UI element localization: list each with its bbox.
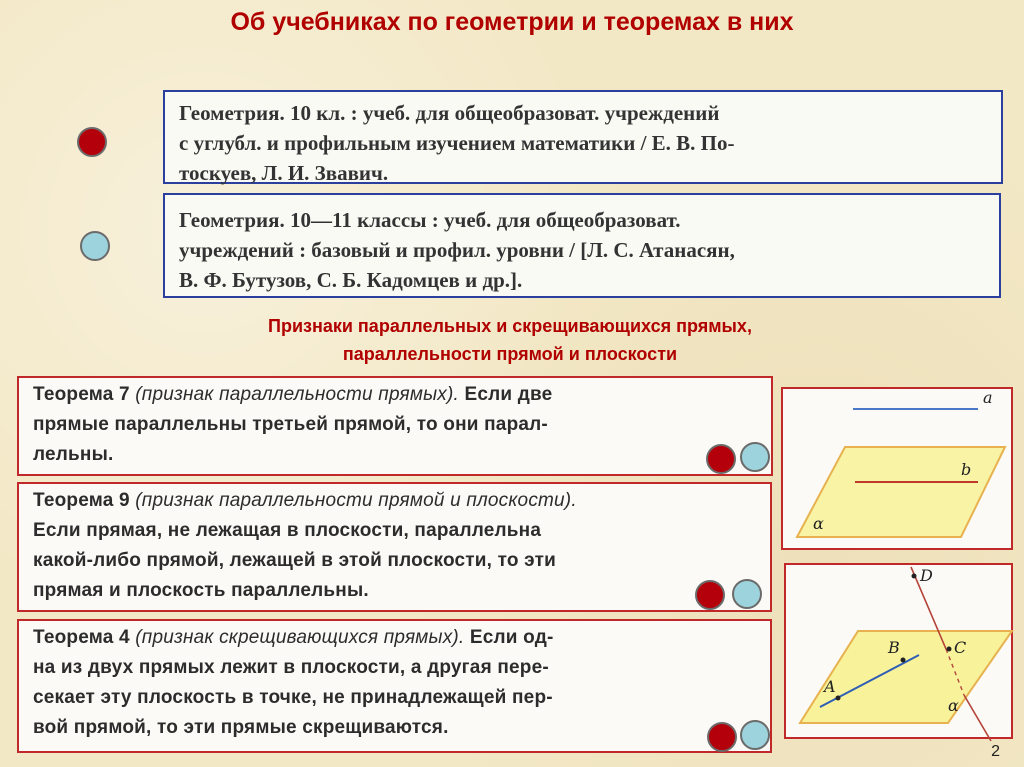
label-B: B	[888, 638, 900, 657]
theorem-line: вой прямой, то эти прямые скрещиваются.	[33, 717, 449, 738]
theorem-name: Теорема 9	[33, 490, 130, 511]
red-marker-icon	[695, 580, 725, 610]
red-marker-icon	[706, 444, 736, 474]
red-marker-icon	[77, 127, 107, 157]
reference-line: с углубл. и профильным изучением математики / Е. В. По-	[179, 131, 735, 155]
theorem-parenthetical: (признак параллельности прямой и плоскости).	[135, 490, 577, 511]
theorem-first-line	[33, 623, 760, 653]
theorem-7-box	[17, 376, 773, 476]
figure-skew-lines	[784, 563, 1013, 739]
slide-title: Об учебниках по геометрии и теоремах в них	[230, 8, 794, 36]
subtitle-line-1: Признаки параллельных и скрещивающихся прямых,	[268, 316, 752, 336]
label-D: D	[920, 566, 933, 585]
label-b: b	[961, 460, 972, 479]
theorem-line: прямые параллельны третьей прямой, то они парал-	[33, 414, 548, 435]
theorem-name: Теорема 7	[33, 384, 130, 405]
reference-box-2	[163, 193, 1001, 298]
theorem-9-box	[17, 482, 772, 612]
theorem-4-box	[17, 619, 772, 753]
figure-parallel-line-plane	[781, 387, 1013, 550]
reference-line: Геометрия. 10—11 классы : учеб. для общеобразоват.	[179, 208, 681, 232]
reference-box-1	[163, 90, 1003, 184]
blue-marker-icon	[740, 720, 770, 750]
point-D	[912, 574, 917, 579]
page-number: 2	[991, 743, 1000, 760]
reference-line: Геометрия. 10 кл. : учеб. для общеобразоват. учреждений	[179, 101, 720, 125]
subtitle-line-2: параллельности прямой и плоскости	[342, 344, 678, 364]
theorem-line: секает эту плоскость в точке, не принадлежащей пер-	[33, 687, 553, 708]
blue-marker-icon	[732, 579, 762, 609]
theorem-first-line	[33, 486, 760, 516]
theorem-name: Теорема 4	[33, 627, 130, 648]
label-A: A	[824, 677, 836, 696]
red-marker-icon	[707, 722, 737, 752]
theorem-first-line	[33, 380, 761, 410]
reference-line: учреждений : базовый и профил. уровни / [Л. С. Атанасян,	[179, 238, 735, 262]
parallel-figure-svg	[783, 389, 1015, 552]
blue-marker-icon	[80, 231, 110, 261]
point-B	[901, 658, 906, 663]
label-C: C	[954, 638, 967, 657]
theorem-parenthetical: (признак скрещивающихся прямых).	[135, 627, 465, 648]
theorem-line: прямая и плоскость параллельны.	[33, 580, 369, 601]
label-alpha: α	[813, 514, 824, 533]
theorem-parenthetical: (признак параллельности прямых).	[135, 384, 459, 405]
plane-alpha	[797, 447, 1005, 537]
theorem-text: Если две	[458, 384, 553, 405]
theorem-line: Если прямая, не лежащая в плоскости, параллельна	[33, 520, 542, 541]
theorem-text: Если од-	[464, 627, 554, 648]
label-a: a	[983, 389, 993, 407]
line-dc-below	[964, 695, 991, 741]
skew-figure-svg	[786, 565, 1015, 741]
point-C	[947, 647, 952, 652]
label-alpha: α	[948, 696, 959, 715]
theorem-line: какой-либо прямой, лежащей в этой плоскости, то эти	[33, 550, 556, 571]
reference-line: В. Ф. Бутузов, С. Б. Кадомцев и др.].	[179, 268, 523, 292]
section-subtitle	[120, 312, 900, 368]
point-A	[836, 696, 841, 701]
theorem-line: на из двух прямых лежит в плоскости, а другая пере-	[33, 657, 549, 678]
reference-line: тоскуев, Л. И. Звавич.	[179, 161, 389, 185]
theorem-line: лельны.	[33, 444, 114, 465]
blue-marker-icon	[740, 442, 770, 472]
